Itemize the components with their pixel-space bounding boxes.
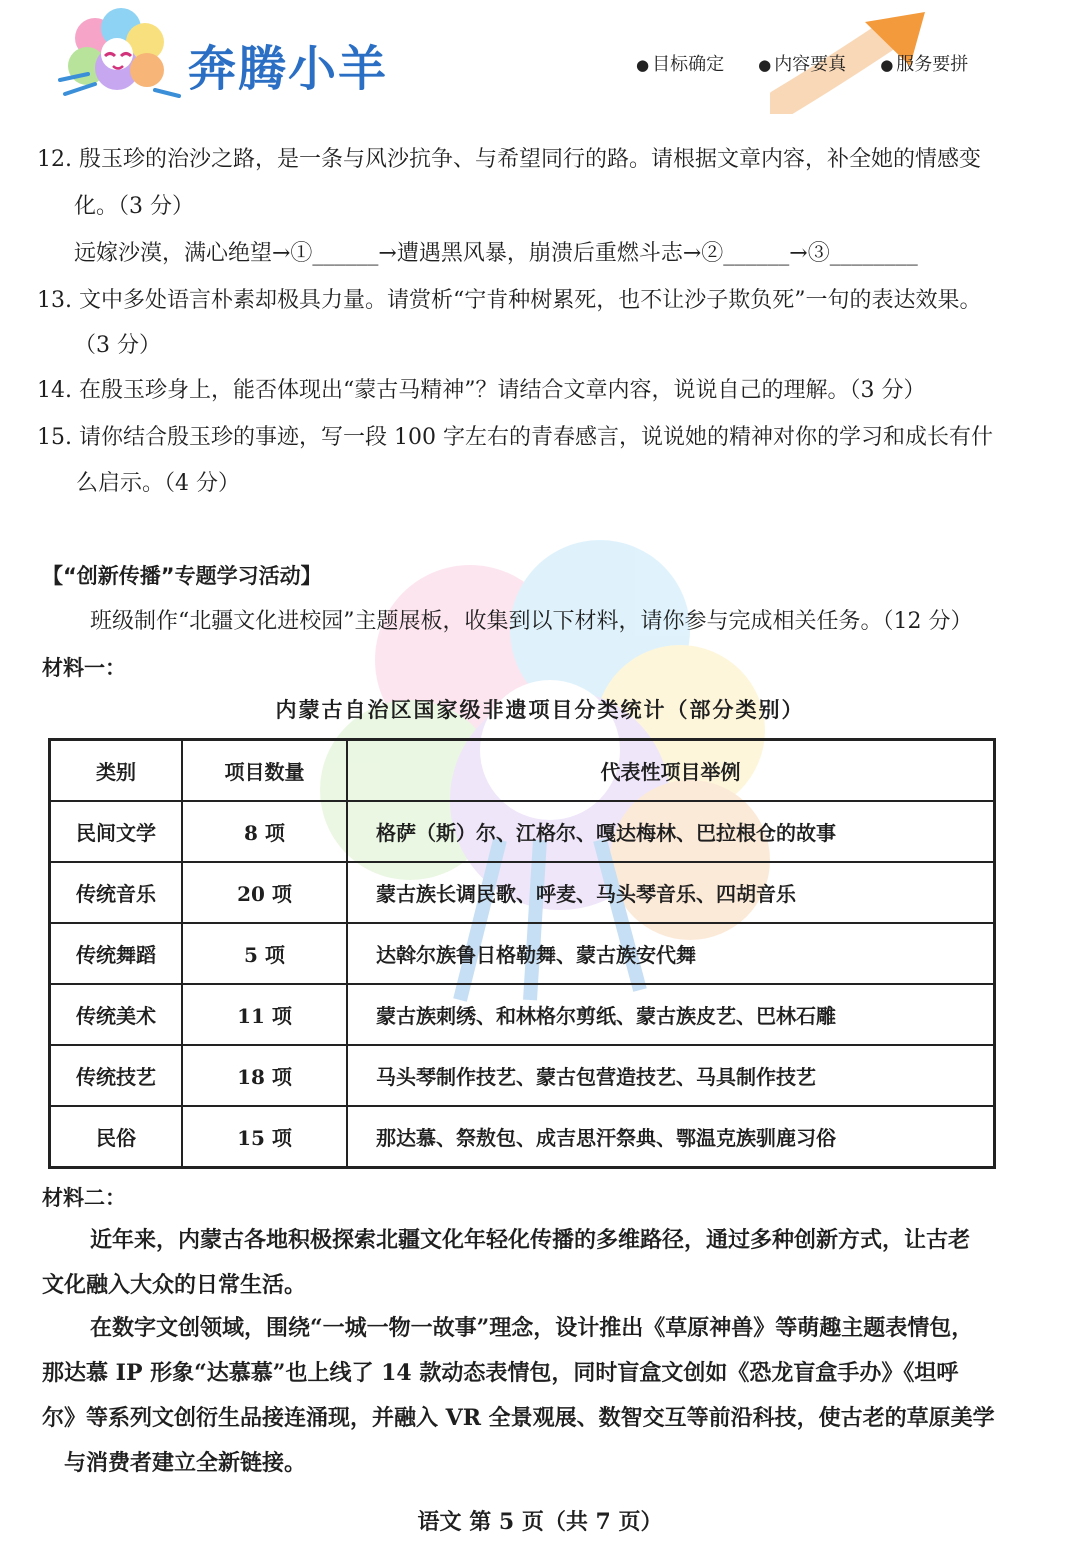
question-13: 13. 文中多处语言朴素却极具力量。请赏析“宁肯种树累死，也不让沙子欺负死”一句的表达效果。 [37,288,982,313]
table-cell: 20 项 [182,862,347,923]
question-12: 12. 殷玉珍的治沙之路，是一条与风沙抗争、与希望同行的路。请根据文章内容，补全她的情感变 [37,147,981,172]
paragraph-line: 在数字文创领域，围绕“一城一物一故事”理念，设计推出《草原神兽》等萌趣主题表情包， [90,1315,974,1341]
table-row [50,801,995,862]
table-cell: 蒙古族长调民歌、呼麦、马头琴音乐、四胡音乐 [347,862,995,923]
question-15: 15. 请你结合殷玉珍的事迹，写一段 100 字左右的青春感言，说说她的精神对你的学习和成长有什 [37,425,993,450]
paragraph-line: 文化融入大众的日常生活。 [42,1272,307,1298]
page-footer: 语文 第 5 页（共 7 页） [417,1509,663,1535]
activity-title: 【“创新传播”专题学习活动】 [42,564,322,588]
paragraph-line: 近年来，内蒙古各地积极探索北疆文化年轻化传播的多维路径，通过多种创新方式，让古老 [90,1227,971,1253]
table-cell: 15 项 [182,1106,347,1168]
table-cell: 5 项 [182,923,347,984]
slogan-item: ● 目标确定 [636,50,724,76]
table-cell: 那达慕、祭敖包、成吉思汗祭典、鄂温克族驯鹿习俗 [347,1106,995,1168]
table-title: 内蒙古自治区国家级非遗项目分类统计（部分类别） [275,697,805,722]
table-cell: 民间文学 [50,801,183,862]
table-row [50,862,995,923]
table-cell: 达斡尔族鲁日格勒舞、蒙古族安代舞 [347,923,995,984]
table-cell: 民俗 [50,1106,183,1168]
table-row [50,984,995,1045]
table-cell: 传统美术 [50,984,183,1045]
paragraph-line: 那达慕 IP 形象“达慕慕”也上线了 14 款动态表情包，同时盲盒文创如《恐龙盲盒手办》《坦呼 [42,1360,959,1386]
table-cell: 传统音乐 [50,862,183,923]
page-header [0,0,1080,125]
question-14: 14. 在殷玉珍身上，能否体现出“蒙古马精神”？请结合文章内容，说说自己的理解。（3 分） [37,378,926,403]
heritage-table [48,738,996,1169]
brand-name: 奔腾小羊 [188,41,389,97]
paragraph-line: 尔》等系列文创衍生品接连涌现，并融入 VR 全景观展、数智交互等前沿科技，使古老的草原美学 [42,1405,995,1431]
question-15-cont: 么启示。（4 分） [76,471,240,496]
table-header: 类别 [50,740,183,802]
table-row [50,923,995,984]
table-cell: 18 项 [182,1045,347,1106]
material-2-label: 材料二： [42,1186,126,1210]
slogan-item: ● 服务要拼 [880,50,968,76]
question-12-cont: 化。（3 分） [74,194,194,219]
slogan-list [636,50,968,76]
table-row [50,1106,995,1168]
paragraph-line: 与消费者建立全新链接。 [64,1450,307,1476]
question-12-blanks: 远嫁沙漠，满心绝望→①______→遭遇黑风暴，崩溃后重燃斗志→②______→③________ [74,241,918,266]
table-row [50,1045,995,1106]
table-cell: 11 项 [182,984,347,1045]
table-cell: 马头琴制作技艺、蒙古包营造技艺、马具制作技艺 [347,1045,995,1106]
sheep-logo-icon [55,8,185,108]
table-header-row [50,740,995,802]
material-2-paragraph-1 [42,1218,1052,1308]
table-cell: 蒙古族刺绣、和林格尔剪纸、蒙古族皮艺、巴林石雕 [347,984,995,1045]
table-cell: 传统舞蹈 [50,923,183,984]
activity-intro: 班级制作“北疆文化进校园”主题展板，收集到以下材料，请你参与完成相关任务。（12 分） [90,609,973,634]
material-1-label: 材料一： [42,656,126,680]
table-cell: 8 项 [182,801,347,862]
table-header: 项目数量 [182,740,347,802]
slogan-item: ● 内容要真 [758,50,846,76]
table-cell: 格萨（斯）尔、江格尔、嘎达梅林、巴拉根仓的故事 [347,801,995,862]
table-cell: 传统技艺 [50,1045,183,1106]
table-header: 代表性项目举例 [347,740,995,802]
material-2-paragraph-2 [42,1306,1052,1486]
question-13-cont: （3 分） [74,333,161,358]
